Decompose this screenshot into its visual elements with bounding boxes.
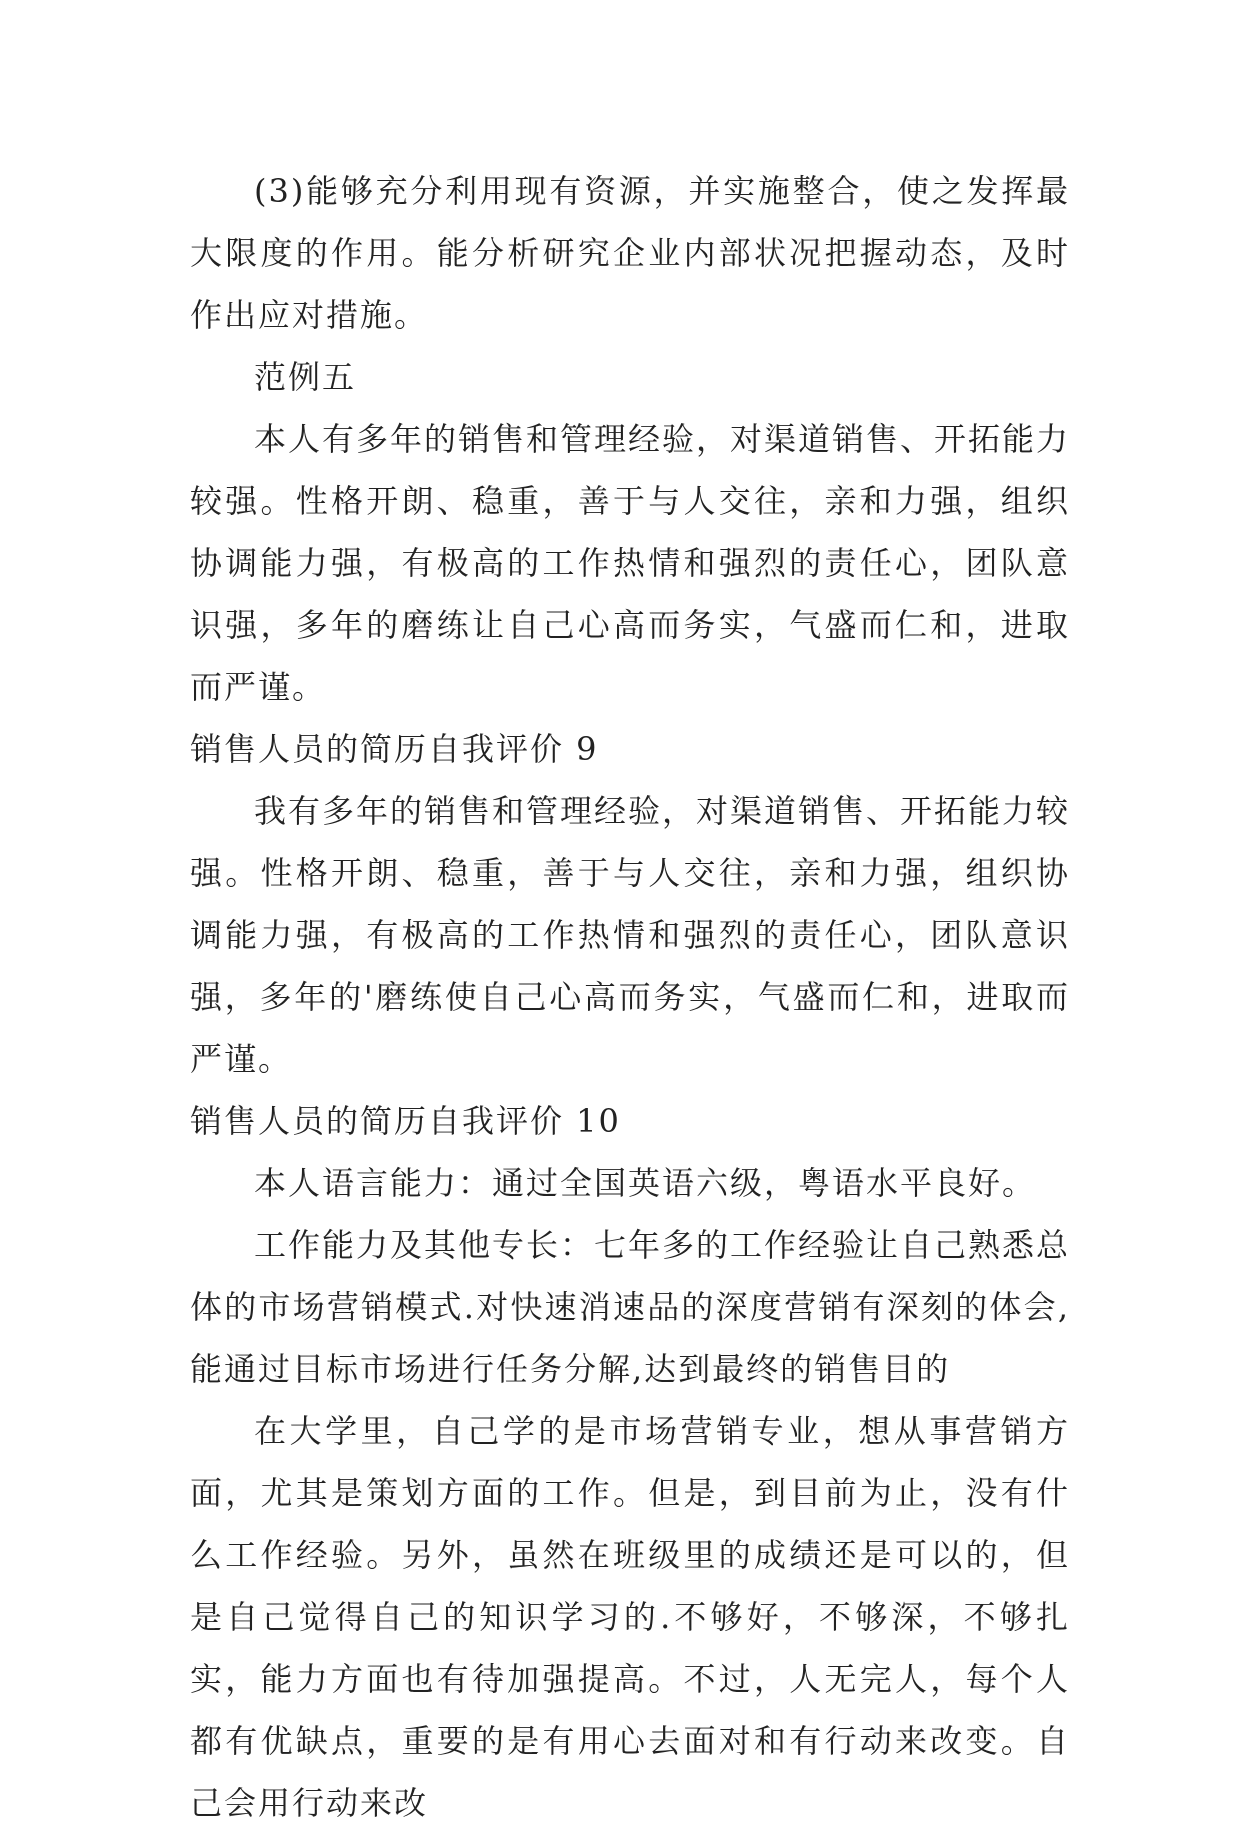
section-heading-10: 销售人员的简历自我评价 10 bbox=[190, 1102, 621, 1140]
paragraph-resource-integration: (3)能够充分利用现有资源，并实施整合，使之发挥最大限度的作用。能分析研究企业内部状况把握动态，及时作出应对措施。 bbox=[190, 172, 1070, 334]
section-heading-9: 销售人员的简历自我评价 9 bbox=[190, 730, 599, 768]
paragraph-language-ability: 本人语言能力：通过全国英语六级，粤语水平良好。 bbox=[254, 1164, 1037, 1202]
example-five-label: 范例五 bbox=[254, 358, 357, 396]
paragraph-university: 在大学里，自己学的是市场营销专业，想从事营销方面，尤其是策划方面的工作。但是，到目前为止，没有什么工作经验。另外，虽然在班级里的成绩还是可以的，但是自己觉得自己的知识学习的.不够好，不够深，不够扎实，能力方面也有待加强提高。不过，人无完人，每个人都有优缺点，重要的是有用心去面对和有行动来改变。自己会用行动来改 bbox=[190, 1412, 1070, 1822]
paragraph-section-9: 我有多年的销售和管理经验，对渠道销售、开拓能力较强。性格开朗、稳重，善于与人交往，亲和力强，组织协调能力强，有极高的工作热情和强烈的责任心，团队意识强，多年的'磨练使自己心高而务实，气盛而仁和，进取而严谨。 bbox=[190, 792, 1071, 1078]
paragraph-work-ability: 工作能力及其他专长：七年多的工作经验让自己熟悉总体的市场营销模式.对快速消速品的深度营销有深刻的体会,能通过目标市场进行任务分解,达到最终的销售目的 bbox=[190, 1226, 1071, 1388]
document-body bbox=[190, 160, 1070, 1834]
paragraph-example-five: 本人有多年的销售和管理经验，对渠道销售、开拓能力较强。性格开朗、稳重，善于与人交往，亲和力强，组织协调能力强，有极高的工作热情和强烈的责任心，团队意识强，多年的磨练让自己心高而务实，气盛而仁和，进取而严谨。 bbox=[190, 420, 1071, 706]
